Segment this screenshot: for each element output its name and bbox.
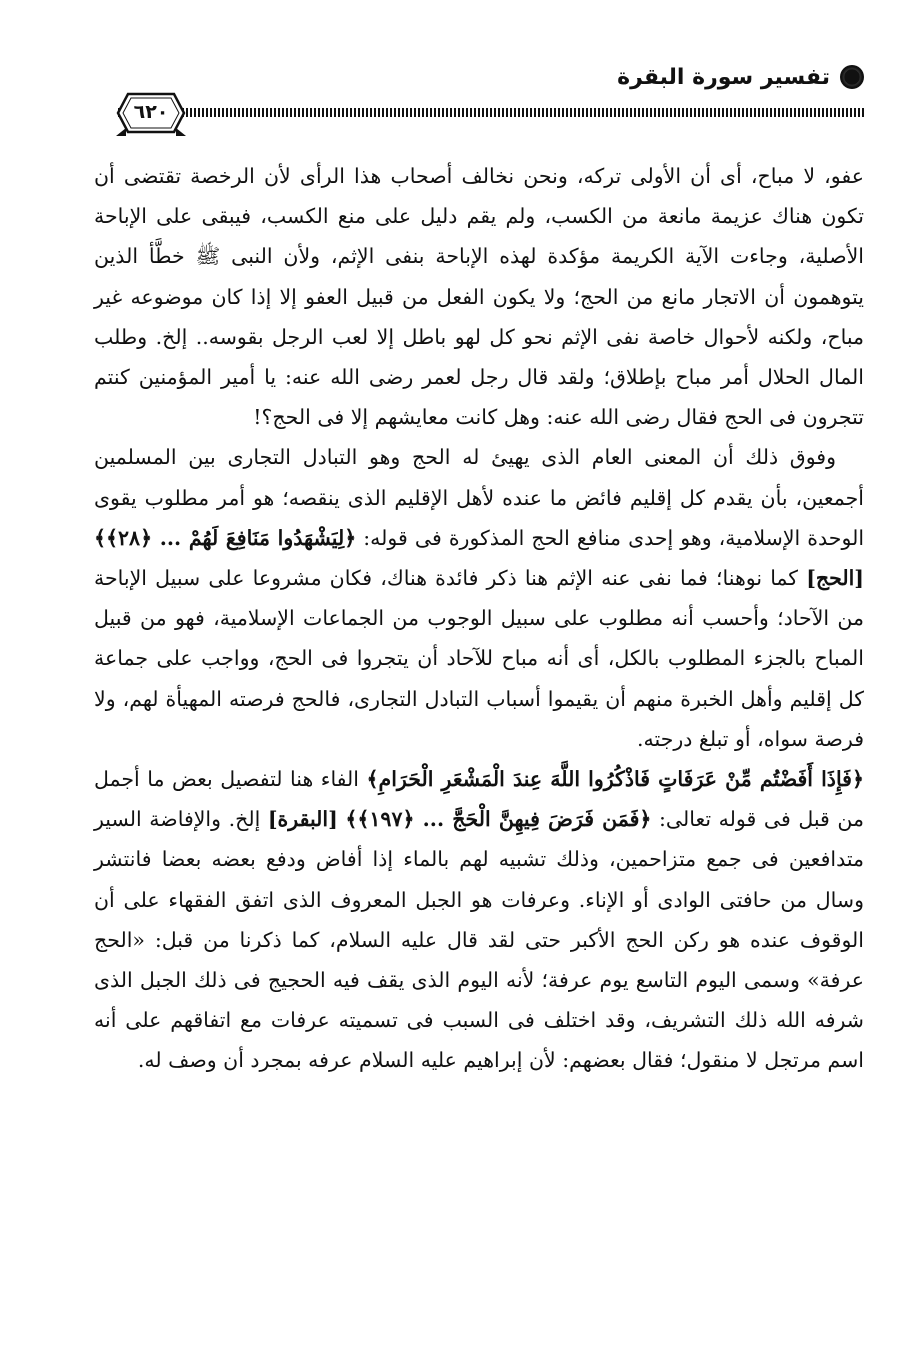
ornament-icon [840, 65, 864, 89]
running-title-text: تفسير سورة البقرة [617, 64, 830, 90]
paragraph [94, 437, 864, 759]
quran-verse: ﴿فَمَن فَرَضَ فِيهِنَّ الْحَجَّ ... ﴿١٩٧﴾﴾ [345, 807, 652, 832]
paragraph-text: عفو، لا مباح، أى أن الأولى تركه، ونحن نخالف أصحاب هذا الرأى لأن الرخصة تقتضى أن تكون هناك عزيمة مانعة من الكسب، ولم يقم دليل على منع الكسب، فيبقى على الإباحة الأصلية، وجاءت الآية الكريمة مؤكدة لهذه الإباحة بنفى الإثم، ولأن النبى ﷺ خطَّأ الذين يتوهمون أن الاتجار مانع من الحج؛ ولا يكون الفعل من قبيل العفو إلا إذا كان موضوعه غير مباح، ولكنه لأحوال خاصة نفى الإثم نحو كل لهو باطل إلا لعب الرجل بقوسه.. إلخ. وطلب المال الحلال أمر مباح بإطلاق؛ ولقد قال رجل لعمر رضى الله عنه: يا أمير المؤمنين كنتم تتجرون فى الحج فقال رضى الله عنه: وهل كانت معايشهم إلا فى الحج؟! [94, 164, 864, 430]
page-header [118, 58, 864, 138]
quran-verse: ﴿لِيَشْهَدُوا مَنَافِعَ لَهُمْ ... ﴿٢٨﴾﴾ [94, 525, 357, 550]
surah-reference: [البقرة] [267, 807, 338, 832]
paragraph [94, 759, 864, 1081]
paragraph [94, 156, 864, 437]
running-title [617, 60, 864, 94]
paragraph-text: وفوق ذلك أن المعنى العام الذى يهيئ له الحج وهو التبادل التجارى بين المسلمين أجمعين، بأن يقدم كل إقليم فائض ما عنده لأهل الإقليم الذى ينقصه؛ هو أمر مطلوب يقوى الوحدة الإسلامية، وهو إحدى منافع الحج المذكورة فى قوله: [94, 445, 865, 550]
paragraph-text: الفاء هنا لتفصيل بعض ما أجمل من قبل فى قوله تعالى: [94, 767, 864, 832]
quran-verse: ﴿فَإِذَا أَفَضْتُم مِّنْ عَرَفَاتٍ فَاذْكُرُوا اللَّهَ عِندَ الْمَشْعَرِ الْحَرَامِ﴾ [366, 767, 864, 792]
paragraph-text: إلخ. والإفاضة السير متدافعين فى جمع متزاحمين، وذلك تشبيه لهم بالماء إذا أفاض ودفع بعضه بعضا فانتشر وسال من حافتى الوادى أو الإناء. وعرفات هو الجبل المعروف الذى اتفق الفقهاء على أن الوقوف عنده هو ركن الحج الأكبر حتى لقد قال عليه السلام، كما ذكرنا من قبل: «الحج عرفة» وسمى اليوم التاسع يوم عرفة؛ لأنه اليوم الذى يقف فيه الحجيج فى ذلك الجبل الذى شرفه الله ذلك التشريف، وقد اختلف فى السبب فى تسميته عرفات مع اتفاقهم على أنه اسم مرتجل لا منقول؛ فقال بعضهم: لأن إبراهيم عليه السلام عرفه بمجرد أن وصف له. [94, 807, 864, 1073]
header-rule [118, 108, 864, 117]
page-body [94, 156, 864, 1081]
surah-reference: [الحج] [806, 566, 864, 591]
page-number: ٦٢٠ [133, 101, 169, 123]
page-number-badge [114, 88, 188, 138]
paragraph-text: كما نوهنا؛ فما نفى عنه الإثم هنا ذكر فائدة هناك، فكان مشروعا على سبيل الإباحة من الآحاد؛ وأحسب أنه مطلوب على سبيل الوجوب من الجماعات الإسلامية، فهو من قبيل المباح بالجزء المطلوب بالكل، أى أنه مباح للآحاد أن يتجروا فى الحج، وواجب على جماعة كل إقليم وأهل الخبرة منهم أن يقيموا أسباب التبادل التجارى، فالحج فرصته المهيأة لهم، ولا فرصة سواه، أو تبلغ درجته. [94, 566, 864, 751]
